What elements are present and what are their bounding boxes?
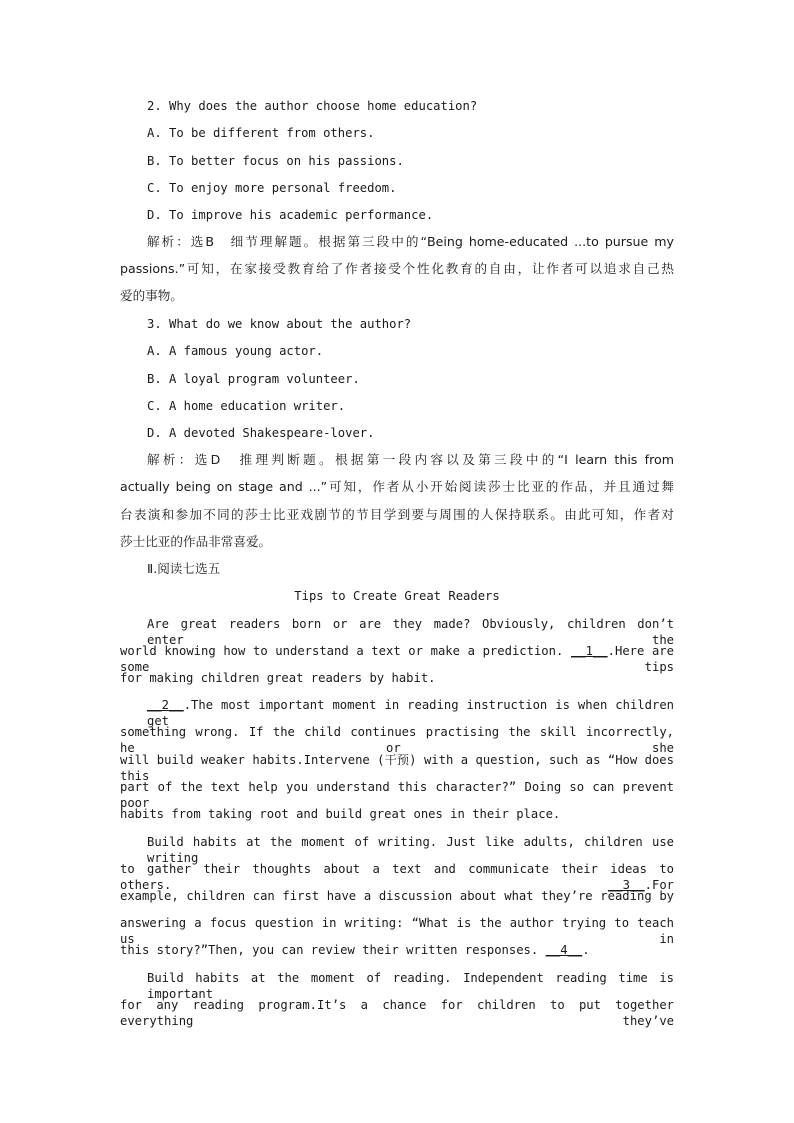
p3-text-d: . [582,943,590,957]
blank-1: __1__ [570,644,608,658]
p3-text-b: .For [644,878,674,892]
q3-explanation-line-3: 台表演和参加不同的莎士比亚戏剧节的节目学到要与周围的人保持联系。由此可知，作者对 [120,507,674,522]
q2-option-a: A. To be different from others. [147,126,375,140]
blank-3: __3__ [607,878,645,892]
p3-text-a: to gather their thoughts about a text and communicate their ideas to others. [120,862,674,892]
q3-option-c: C. A home education writer. [147,399,346,413]
passage-title: Tips to Create Great Readers [294,589,500,603]
q3-option-b: B. A loyal program volunteer. [147,372,360,386]
section-heading: Ⅱ.阅读七选五 [147,561,221,576]
p2-line-5: habits from taking root and build great ones in their place. [120,807,561,821]
q2-explanation-line-2: passions.”可知，在家接受教育给了作者接受个性化教育的自由，让作者可以追求自己热 [120,261,674,276]
p4-line-1: Build habits at the moment of reading. Independent reading time is important [147,971,674,1001]
q3-explanation-line-2: actually being on stage and ...”可知，作者从小开始阅读莎士比亚的作品，并且通过舞 [120,479,674,494]
q2-option-c: C. To enjoy more personal freedom. [147,181,397,195]
p2-line-1 [147,697,674,728]
p1-line-1: Are great readers born or are they made? Obviously, children don’t enter the [147,617,674,647]
p3-text-c: this story?”Then, you can review their written responses. [120,943,546,957]
p1-text-b: .Here are some tips [120,644,674,674]
p3-line-2 [120,861,674,892]
q2-explanation-line-1: 解析：选B 细节理解题。根据第三段中的“Being home-educated ...to pursue my [147,234,674,249]
blank-2: __2__ [147,698,184,712]
p2-line-2: something wrong. If the child continues practising the skill incorrectly, he or she [120,725,674,755]
p3-line-3: example, children can first have a discussion about what they’re reading by [120,889,674,903]
p2-text-b: .The most important moment in reading instruction is when children get [147,698,674,728]
q3-option-d: D. A devoted Shakespeare-lover. [147,426,375,440]
p4-line-2: for any reading program.It’s a chance for children to put together everything they’ve [120,998,674,1028]
p1-line-3: for making children great readers by habit. [120,671,436,685]
q2-option-b: B. To better focus on his passions. [147,154,404,168]
q2-stem: 2. Why does the author choose home education? [147,99,478,113]
p1-text-a: world knowing how to understand a text or make a prediction. [120,644,571,658]
p3-line-5 [120,942,674,958]
q2-explanation-line-3: 爱的事物。 [120,288,183,303]
q3-option-a: A. A famous young actor. [147,344,324,358]
p3-line-4: answering a focus question in writing: “What is the author trying to teach us in [120,916,674,946]
p1-line-2 [120,643,674,674]
q3-explanation-line-4: 莎士比亚的作品非常喜爱。 [120,534,272,549]
q3-stem: 3. What do we know about the author? [147,317,412,331]
p2-line-3: will build weaker habits.Intervene (干预) with a question, such as “How does this [120,753,674,783]
p2-line-4: part of the text help you understand this character?” Doing so can prevent poor [120,780,674,810]
q3-explanation-line-1: 解析：选D 推理判断题。根据第一段内容以及第三段中的“I learn this from [147,452,674,467]
q2-option-d: D. To improve his academic performance. [147,208,434,222]
p3-line-1: Build habits at the moment of writing. Just like adults, children use writing [147,835,674,865]
blank-4: __4__ [545,943,583,957]
